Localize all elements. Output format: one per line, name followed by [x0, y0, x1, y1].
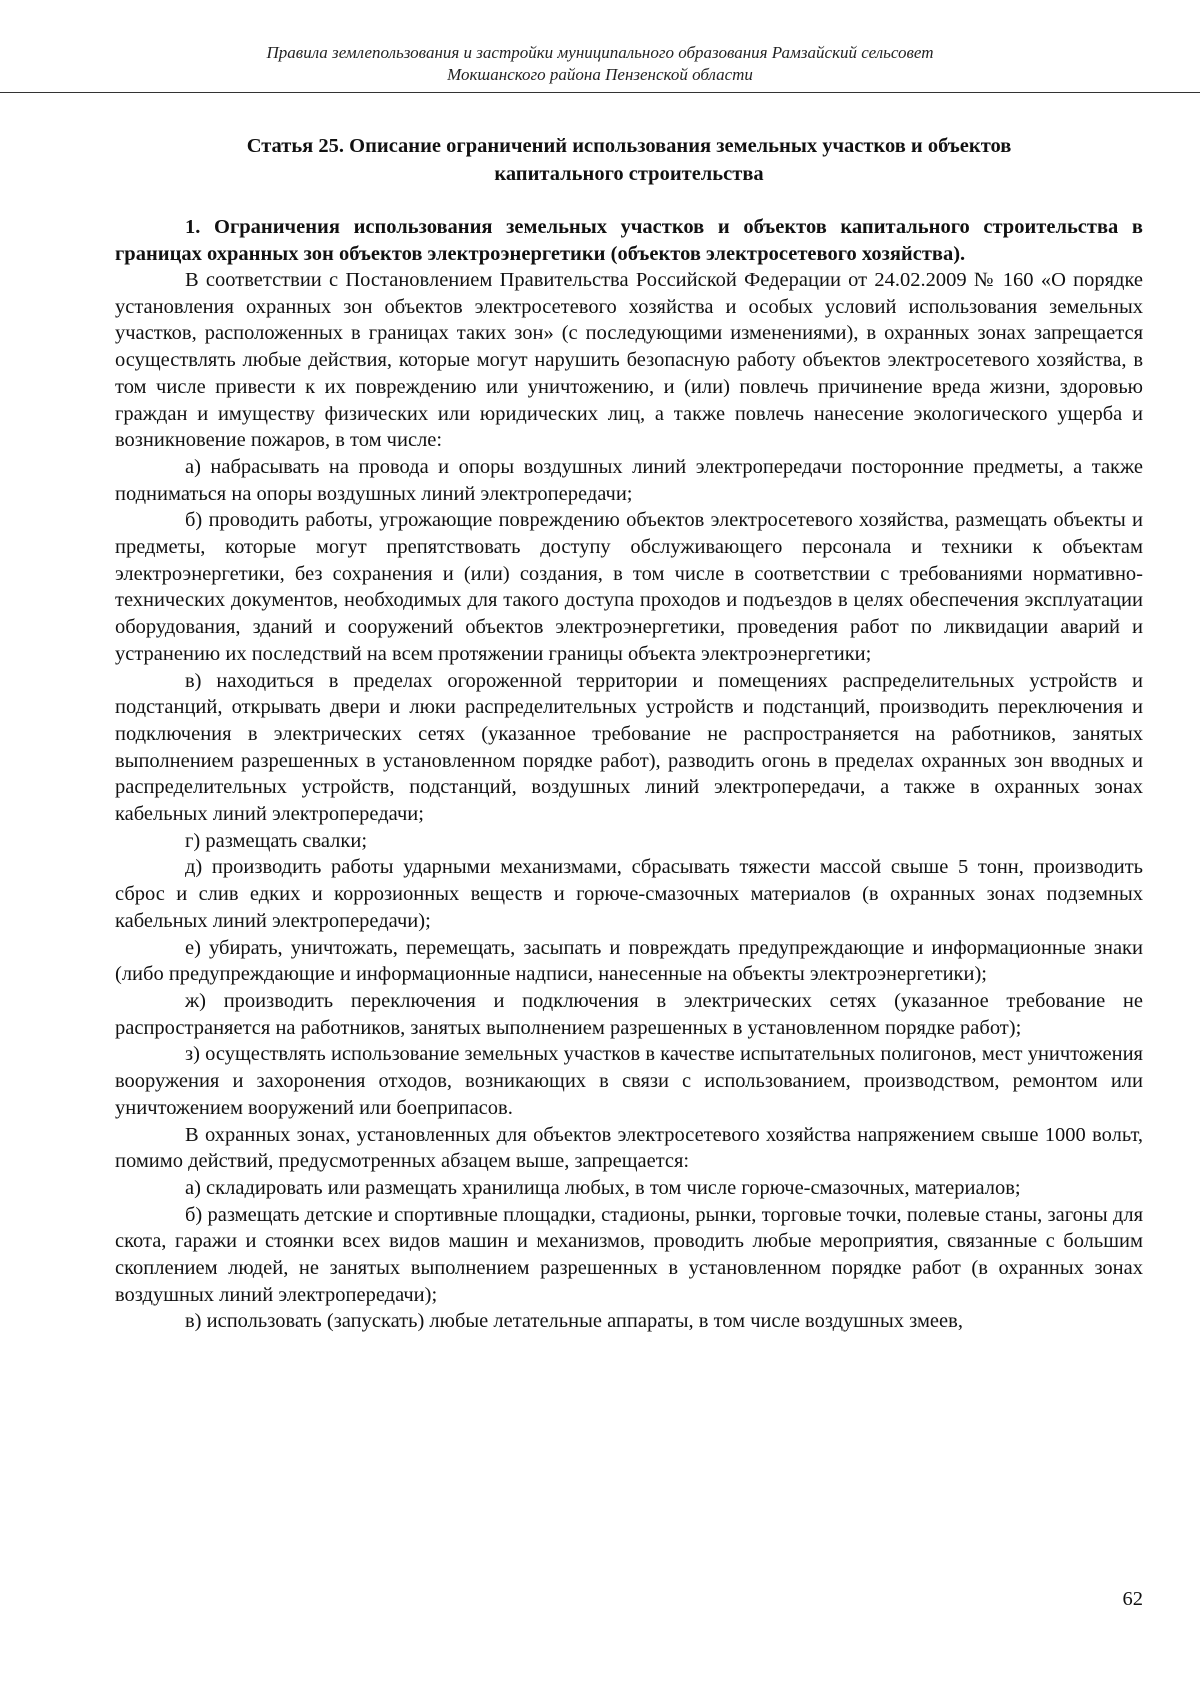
- list-item-a: а) набрасывать на провода и опоры воздушных линий электропередачи посторонние предметы, а также подниматься на опоры воздушных линий электропередачи;: [115, 455, 1143, 505]
- hv-list-item-v: в) использовать (запускать) любые летательные аппараты, в том числе воздушных змеев,: [185, 1310, 963, 1333]
- running-header-line1: Правила землепользования и застройки муниципального образования Рамзайский сельсовет: [266, 43, 934, 62]
- document-body: [115, 132, 1143, 1335]
- list-item-e: е) убирать, уничтожать, перемещать, засыпать и повреждать предупреждающие и информационные знаки (либо предупреждающие и информационные надписи, нанесенные на объекты электроэнергетики);: [115, 936, 1143, 986]
- running-header-line2: Мокшанского района Пензенской области: [447, 65, 753, 84]
- article-title: [175, 132, 1083, 188]
- paragraph-high-voltage: В охранных зонах, установленных для объектов электросетевого хозяйства напряжением свыше 1000 вольт, помимо действий, предусмотренных абзацем выше, запрещается:: [115, 1123, 1143, 1173]
- list-item-z: з) осуществлять использование земельных участков в качестве испытательных полигонов, мест уничтожения вооружения и захоронения отходов, возникающих в связи с использованием, производством, ремонтом или уничтожением вооружений или боеприпасов.: [115, 1043, 1143, 1119]
- list-item-b: б) проводить работы, угрожающие повреждению объектов электросетевого хозяйства, размещать объекты и предметы, которые могут препятствовать доступу обслуживающего персонала и техники к объектам электроэнергетики, без сохранения и (или) создания, в том числе в соответствии с требованиями нормативно-технических документов, необходимых для такого доступа проходов и подъездов в целях обеспечения эксплуатации оборудования, зданий и сооружений объектов электроэнергетики, проведения работ по ликвидации аварий и устранению их последствий на всем протяжении границы объекта электроэнергетики;: [115, 509, 1143, 665]
- list-item-g: г) размещать свалки;: [185, 829, 368, 852]
- hv-list-item-b: б) размещать детские и спортивные площадки, стадионы, рынки, торговые точки, полевые станы, загоны для скота, гаражи и стоянки всех видов машин и механизмов, проводить любые мероприятия, связанные с большим скоплением людей, не занятых выполнением разрешенных в установленном порядке работ (в охранных зонах воздушных линий электропередачи);: [115, 1203, 1143, 1306]
- header-divider: [0, 92, 1200, 93]
- article-title-line2: капитального строительства: [494, 163, 764, 185]
- article-title-line1: Статья 25. Описание ограничений использования земельных участков и объектов: [246, 135, 1012, 157]
- section-heading: 1. Ограничения использования земельных участков и объектов капитального строительства в границах охранных зон объектов электроэнергетики (объектов электросетевого хозяйства).: [115, 216, 1143, 265]
- running-header: [0, 42, 1200, 86]
- list-item-d: д) производить работы ударными механизмами, сбрасывать тяжести массой свыше 5 тонн, производить сброс и слив едких и коррозионных веществ и горюче-смазочных материалов (в охранных зонах подземных кабельных линий электропередачи);: [115, 856, 1143, 932]
- hv-list-item-a: а) складировать или размещать хранилища любых, в том числе горюче-смазочных, материалов;: [185, 1176, 1021, 1199]
- page-number: 62: [1122, 1588, 1143, 1610]
- list-item-zh: ж) производить переключения и подключения в электрических сетях (указанное требование не распространяется на работников, занятых выполнением разрешенных в установленном порядке работ);: [115, 989, 1143, 1039]
- list-item-v: в) находиться в пределах огороженной территории и помещениях распределительных устройств и подстанций, открывать двери и люки распределительных устройств и подстанций, производить переключения и подключения в электрических сетях (указанное требование не распространяется на работников, занятых выполнением разрешенных в установленном порядке работ), разводить огонь в пределах охранных зон вводных и распределительных устройств, подстанций, воздушных линий электропередачи, а также в охранных зонах кабельных линий электропередачи;: [115, 669, 1143, 826]
- paragraph-intro: В соответствии с Постановлением Правительства Российской Федерации от 24.02.2009 № 160 «О порядке установления охранных зон объектов электросетевого хозяйства и особых условий использования земельных участков, расположенных в границах таких зон» (с последующими изменениями), в охранных зонах запрещается осуществлять любые действия, которые могут нарушить безопасную работу объектов электросетевого хозяйства, в том числе привести к их повреждению или уничтожению, и (или) повлечь причинение вреда жизни, здоровью граждан и имуществу физических или юридических лиц, а также повлечь нанесение экологического ущерба и возникновение пожаров, в том числе:: [115, 269, 1143, 452]
